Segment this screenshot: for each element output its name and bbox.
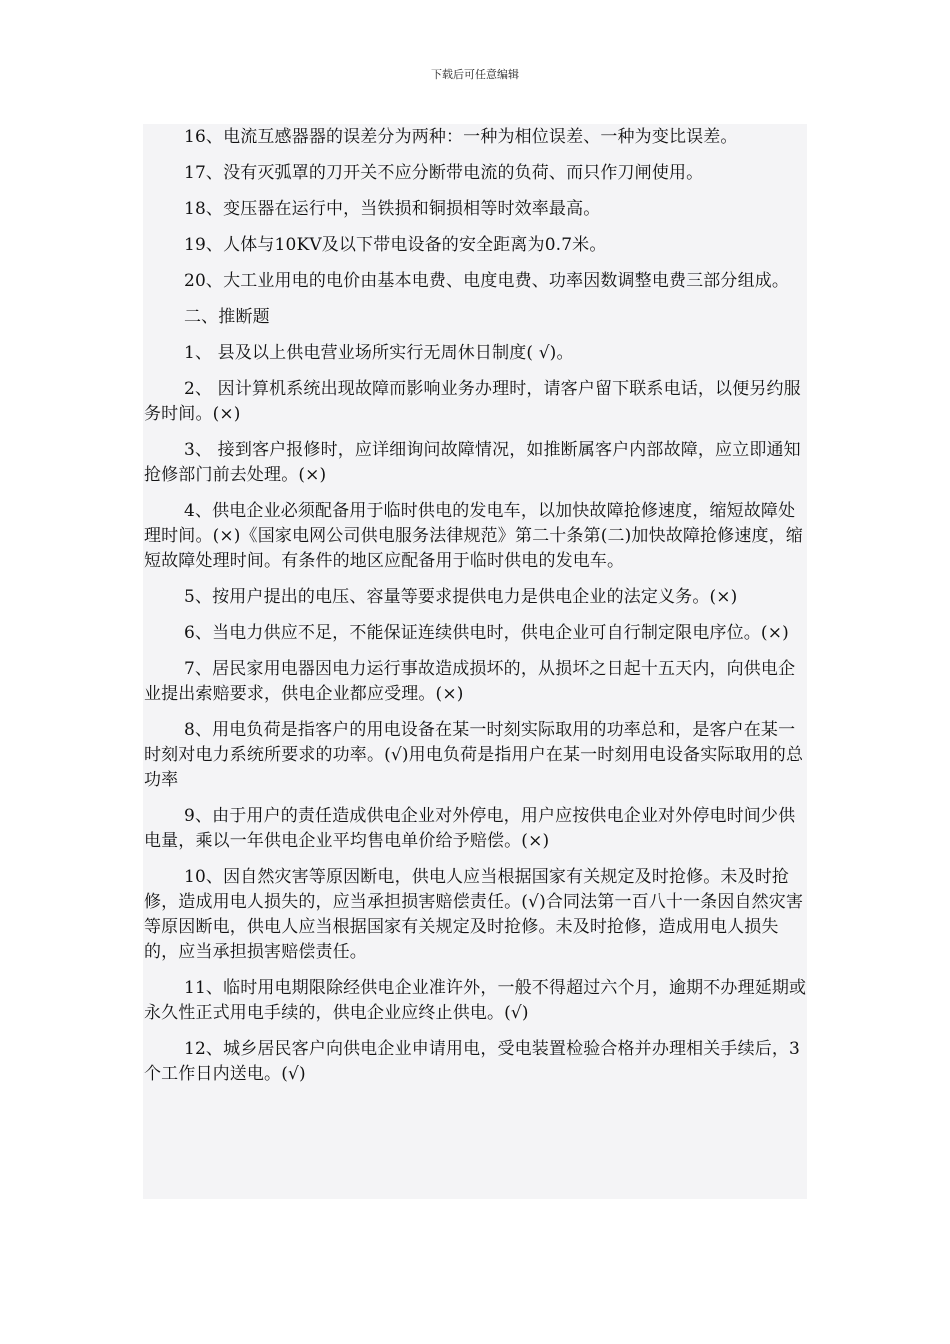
item-17: 17、没有灭弧罩的刀开关不应分断带电流的负荷、而只作刀闸使用。 <box>184 163 704 183</box>
page-header: 下载后可任意编辑 <box>431 68 519 81</box>
judgment-item-3: 3、 接到客户报修时，应详细询问故障情况，如推断属客户内部故障，应立即通知抢修部门前去处理。(×) <box>144 440 801 485</box>
judgment-item-6: 6、当电力供应不足，不能保证连续供电时，供电企业可自行制定限电序位。(×) <box>184 623 789 643</box>
judgment-item-5: 5、按用户提出的电压、容量等要求提供电力是供电企业的法定义务。(×) <box>184 587 738 607</box>
judgment-item-9: 9、由于用户的责任造成供电企业对外停电，用户应按供电企业对外停电时间少供电量，乘以一年供电企业平均售电单价给予赔偿。(×) <box>144 806 796 851</box>
judgment-item-1: 1、 县及以上供电营业场所实行无周休日制度( √)。 <box>184 343 574 363</box>
judgment-item-4: 4、供电企业必须配备用于临时供电的发电车，以加快故障抢修速度，缩短故障处理时间。(×)《国家电网公司供电服务法律规范》第二十条第(二)加快故障抢修速度，缩短故障处理时间。有条件的地区应配备用于临时供电的发电车。 <box>144 501 803 571</box>
section-heading-judgment: 二、推断题 <box>184 307 270 327</box>
document-body <box>143 124 807 1199</box>
judgment-item-8: 8、用电负荷是指客户的用电设备在某一时刻实际取用的功率总和，是客户在某一时刻对电力系统所要求的功率。(√)用电负荷是指用户在某一时刻用电设备实际取用的总功率 <box>144 720 804 790</box>
judgment-item-11: 11、临时用电期限除经供电企业准许外，一般不得超过六个月，逾期不办理延期或永久性正式用电手续的，供电企业应终止供电。(√) <box>144 978 807 1023</box>
judgment-item-7: 7、居民家用电器因电力运行事故造成损坏的，从损坏之日起十五天内，向供电企业提出索赔要求，供电企业都应受理。(×) <box>144 659 796 704</box>
item-16: 16、电流互感器器的误差分为两种：一种为相位误差、一种为变比误差。 <box>184 127 738 147</box>
item-18: 18、变压器在运行中，当铁损和铜损相等时效率最高。 <box>184 199 601 219</box>
item-19: 19、人体与10KV及以下带电设备的安全距离为0.7米。 <box>184 235 607 255</box>
judgment-item-10: 10、因自然灾害等原因断电，供电人应当根据国家有关规定及时抢修。未及时抢修，造成用电人损失的，应当承担损害赔偿责任。(√)合同法第一百八十一条因自然灾害等原因断电，供电人应当根据国家有关规定及时抢修。未及时抢修，造成用电人损失的，应当承担损害赔偿责任。 <box>144 867 804 962</box>
item-20: 20、大工业用电的电价由基本电费、电度电费、功率因数调整电费三部分组成。 <box>184 271 790 291</box>
judgment-item-2: 2、 因计算机系统出现故障而影响业务办理时，请客户留下联系电话，以便另约服务时间。(×) <box>144 379 801 424</box>
judgment-item-12: 12、城乡居民客户向供电企业申请用电，受电装置检验合格并办理相关手续后，3个工作日内送电。(√) <box>144 1039 800 1084</box>
